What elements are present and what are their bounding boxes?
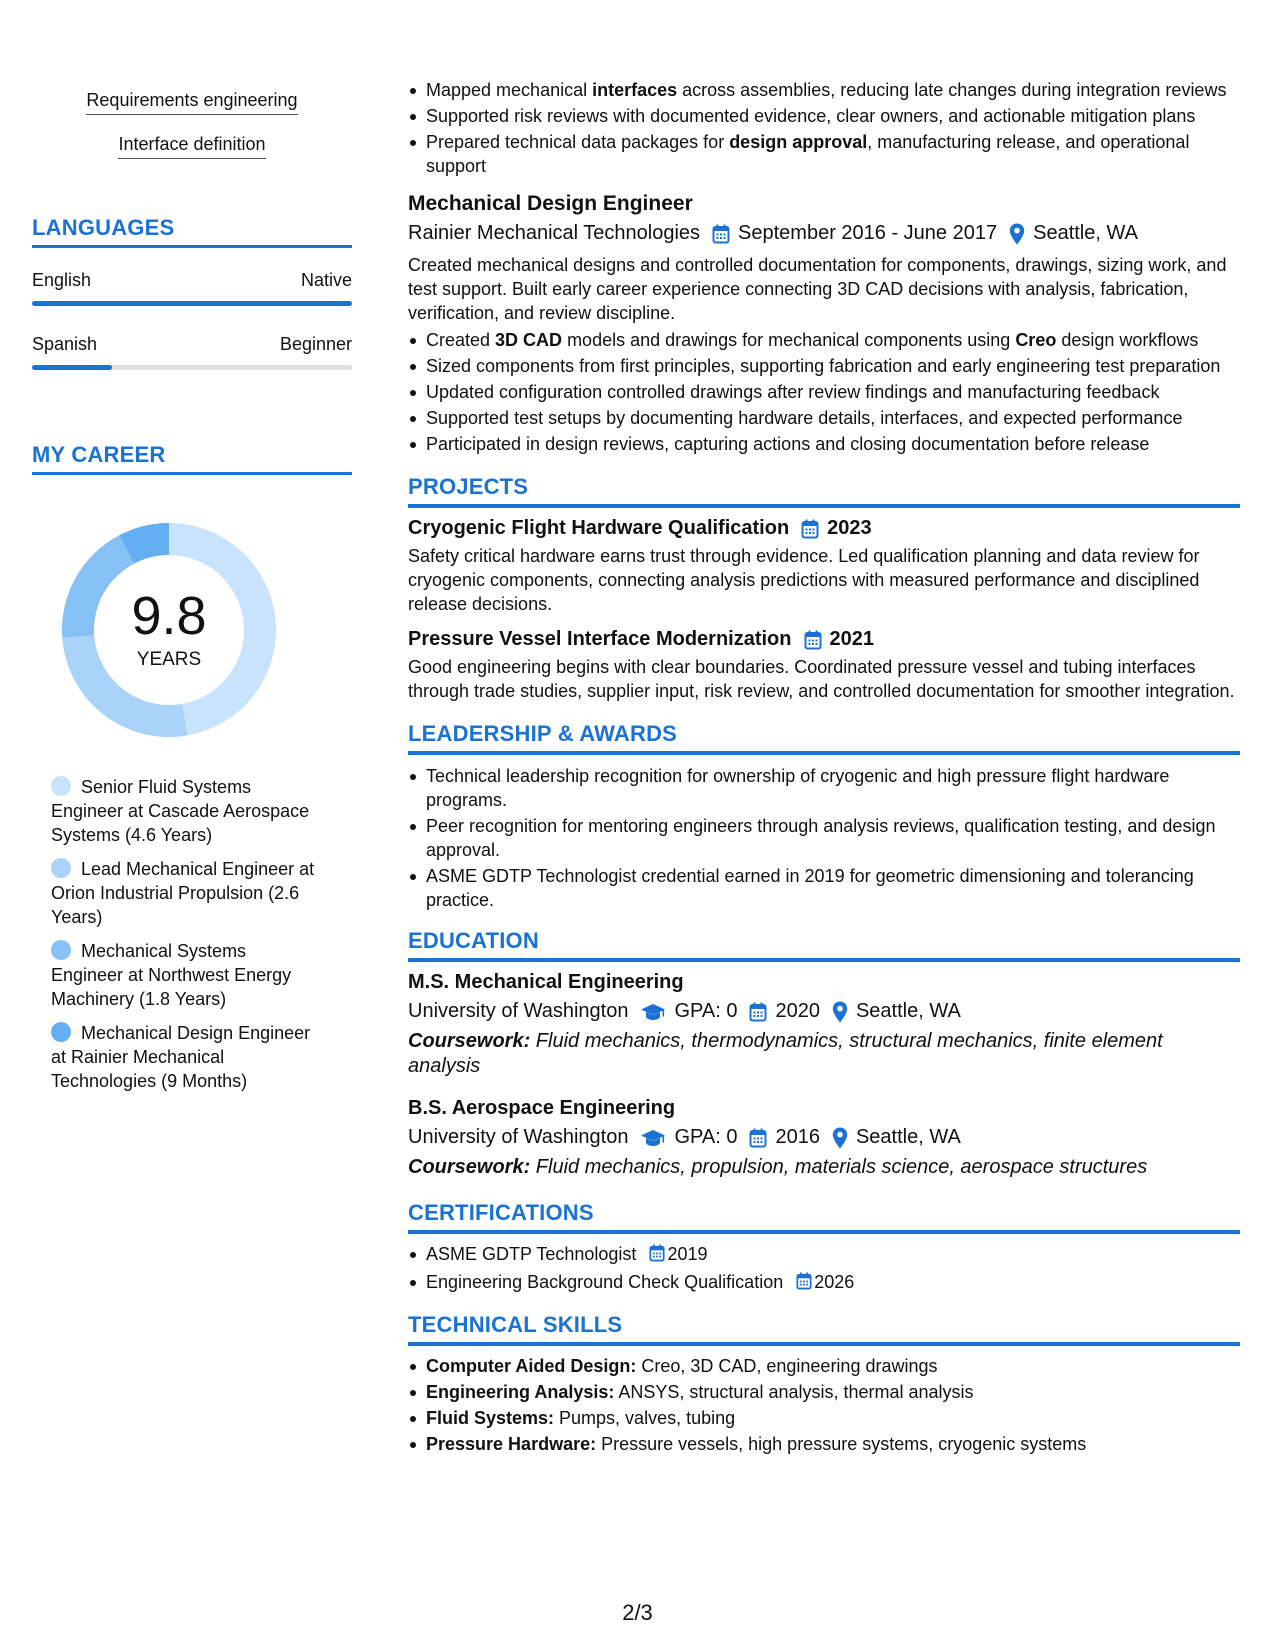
calendar-icon — [796, 1272, 812, 1296]
list-item: Participated in design reviews, capturing actions and closing documentation before release — [408, 432, 1240, 456]
language-level: Beginner — [279, 334, 352, 354]
calendar-icon — [749, 1128, 767, 1148]
calendar-icon — [712, 224, 730, 244]
degree: M.S. Mechanical Engineering — [408, 971, 684, 993]
list-item — [408, 1432, 1240, 1456]
job-bullets — [408, 328, 1240, 456]
list-item — [408, 1380, 1240, 1404]
graduation-cap-icon — [640, 1003, 666, 1021]
project-year: 2023 — [827, 517, 872, 539]
legend-item — [51, 939, 321, 1011]
graduation-year: 2016 — [775, 1126, 820, 1148]
project-item — [408, 517, 1240, 616]
language-level: Native — [300, 270, 352, 290]
education-item — [408, 1097, 1240, 1180]
skill-category: Fluid Systems: — [426, 1408, 555, 1428]
job-meta — [408, 222, 1240, 245]
skill-values: Pressure vessels, high pressure systems, cryogenic systems — [596, 1434, 1087, 1454]
cert-name: Engineering Background Check Qualification — [426, 1272, 784, 1292]
language-bar-fill — [32, 301, 352, 306]
education-heading: EDUCATION — [408, 928, 1240, 962]
list-item — [408, 1270, 1240, 1296]
career-total: 9.8 — [131, 586, 207, 646]
list-item: ASME GDTP Technologist credential earned in 2019 for geometric dimensioning and tolerancing practice. — [408, 864, 1240, 912]
list-item: Sized components from first principles, supporting fabrication and early engineering test preparation — [408, 354, 1240, 378]
left-column — [32, 80, 352, 1103]
language-bar-fill — [32, 365, 112, 370]
coursework-text: Fluid mechanics, propulsion, materials science, aerospace structures — [530, 1156, 1148, 1178]
project-description: Good engineering begins with clear boundaries. Coordinated pressure vessel and tubing interfaces through trade studies, supplier input, risk review, and controlled documentation for smoother integration. — [408, 657, 1235, 701]
legend-item — [51, 1021, 321, 1093]
text: design workflows — [1056, 330, 1199, 350]
school-location: Seattle, WA — [855, 1000, 961, 1022]
project-year: 2021 — [829, 628, 874, 650]
language-item — [32, 334, 352, 370]
text: Prepared technical data packages for — [426, 132, 730, 152]
text: across assemblies, reducing late changes during integration reviews — [677, 80, 1227, 100]
bold-text: interfaces — [592, 80, 678, 100]
project-description: Safety critical hardware earns trust through evidence. Led qualification planning and data review for cryogenic components, connecting analysis predictions with measured performance and disciplined release decisions. — [408, 546, 1200, 614]
project-item — [408, 628, 1240, 703]
bold-text: design approval — [729, 132, 868, 152]
graduation-cap-icon — [640, 1129, 666, 1147]
language-bar — [32, 365, 352, 370]
skill-tag: Interface definition — [118, 134, 265, 159]
list-item — [408, 78, 1240, 102]
prior-job-bullets — [408, 78, 1240, 178]
coursework-label: Coursework: — [408, 1030, 531, 1052]
map-pin-icon — [1009, 223, 1025, 245]
projects-heading: PROJECTS — [408, 474, 1240, 508]
text: Created — [426, 330, 496, 350]
skill-category: Computer Aided Design: — [426, 1356, 637, 1376]
skill-values: Creo, 3D CAD, engineering drawings — [636, 1356, 938, 1376]
gpa: GPA: 0 — [674, 1126, 738, 1148]
cert-year: 2026 — [814, 1272, 855, 1292]
list-item: Supported test setups by documenting hardware details, interfaces, and expected performance — [408, 406, 1240, 430]
text: models and drawings for mechanical components using — [562, 330, 1016, 350]
legend-label: Senior Fluid Systems Engineer at Cascade Aerospace Systems (4.6 Years) — [51, 777, 310, 845]
skill-values: Pumps, valves, tubing — [554, 1408, 736, 1428]
calendar-icon — [649, 1244, 665, 1268]
list-item — [408, 130, 1240, 178]
certifications-list — [408, 1242, 1240, 1296]
job-dates: September 2016 - June 2017 — [738, 222, 998, 244]
skill-category: Engineering Analysis: — [426, 1382, 615, 1402]
language-name: Spanish — [32, 334, 98, 354]
legend-label: Mechanical Systems Engineer at Northwest Energy Machinery (1.8 Years) — [51, 941, 292, 1009]
skill-tag-wrap — [32, 124, 352, 168]
calendar-icon — [749, 1002, 767, 1022]
education-item — [408, 971, 1240, 1079]
coursework — [408, 1029, 1240, 1079]
skill-tag-wrap — [32, 80, 352, 124]
page-number: 2/3 — [622, 1600, 653, 1625]
job-location: Seattle, WA — [1033, 222, 1138, 244]
legend-item — [51, 857, 321, 929]
list-item — [408, 104, 1240, 128]
calendar-icon — [801, 519, 819, 539]
degree: B.S. Aerospace Engineering — [408, 1097, 676, 1119]
list-item — [408, 1354, 1240, 1378]
awards-list — [408, 764, 1240, 912]
career-donut-chart — [54, 515, 284, 745]
list-item — [408, 1406, 1240, 1430]
project-title: Pressure Vessel Interface Modernization — [408, 628, 792, 650]
technical-skills-heading: TECHNICAL SKILLS — [408, 1312, 1240, 1346]
bold-text: 3D CAD — [495, 330, 563, 350]
school-name: University of Washington — [408, 1126, 629, 1148]
legend-dot — [51, 1022, 71, 1042]
skill-tag: Requirements engineering — [86, 90, 297, 115]
language-item — [32, 270, 352, 306]
map-pin-icon — [832, 1127, 848, 1149]
coursework — [408, 1155, 1240, 1180]
list-item: Peer recognition for mentoring engineers through analysis reviews, qualification testing, and design approval. — [408, 814, 1240, 862]
list-item — [408, 1242, 1240, 1268]
right-column — [408, 78, 1240, 1458]
list-item: Updated configuration controlled drawings after review findings and manufacturing feedback — [408, 380, 1240, 404]
legend-label: Lead Mechanical Engineer at Orion Industrial Propulsion (2.6 Years) — [51, 859, 315, 927]
skill-values: ANSYS, structural analysis, thermal analysis — [614, 1382, 974, 1402]
school-location: Seattle, WA — [855, 1126, 961, 1148]
language-bar — [32, 301, 352, 306]
languages-heading: LANGUAGES — [32, 215, 352, 248]
cert-name: ASME GDTP Technologist — [426, 1244, 637, 1264]
text: Mapped mechanical — [426, 80, 593, 100]
skill-category: Pressure Hardware: — [426, 1434, 597, 1454]
gpa: GPA: 0 — [674, 1000, 738, 1022]
graduation-year: 2020 — [775, 1000, 820, 1022]
legend-dot — [51, 776, 71, 796]
legend-dot — [51, 940, 71, 960]
list-item — [408, 328, 1240, 352]
job-title: Mechanical Design Engineer — [408, 192, 693, 215]
bold-text: Creo — [1015, 330, 1057, 350]
career-heading: MY CAREER — [32, 442, 352, 475]
text: , manufacturing release, and operational support — [426, 132, 1190, 176]
legend-dot — [51, 858, 71, 878]
company-name: Rainier Mechanical Technologies — [408, 222, 701, 244]
legend-item — [51, 775, 321, 847]
calendar-icon — [804, 630, 822, 650]
school-name: University of Washington — [408, 1000, 629, 1022]
certifications-heading: CERTIFICATIONS — [408, 1200, 1240, 1234]
career-unit: YEARS — [136, 649, 202, 670]
legend-label: Mechanical Design Engineer at Rainier Mechanical Technologies (9 Months) — [51, 1023, 311, 1091]
coursework-label: Coursework: — [408, 1156, 531, 1178]
awards-heading: LEADERSHIP & AWARDS — [408, 721, 1240, 755]
coursework-text: Fluid mechanics, thermodynamics, structural mechanics, finite element analysis — [408, 1030, 1163, 1077]
map-pin-icon — [832, 1001, 848, 1023]
job-summary: Created mechanical designs and controlled documentation for components, drawings, sizing work, and test support. Built early career experience connecting 3D CAD decisions with analysis, fabrication, verification, and review discipline. — [408, 255, 1227, 323]
cert-year: 2019 — [667, 1244, 708, 1264]
language-name: English — [32, 270, 92, 290]
text: Supported risk reviews with documented evidence, clear owners, and actionable mitigation plans — [426, 106, 1196, 126]
career-legend — [32, 775, 352, 1093]
skills-list — [408, 1354, 1240, 1456]
project-title: Cryogenic Flight Hardware Qualification — [408, 517, 790, 539]
list-item: Technical leadership recognition for ownership of cryogenic and high pressure flight hardware programs. — [408, 764, 1240, 812]
